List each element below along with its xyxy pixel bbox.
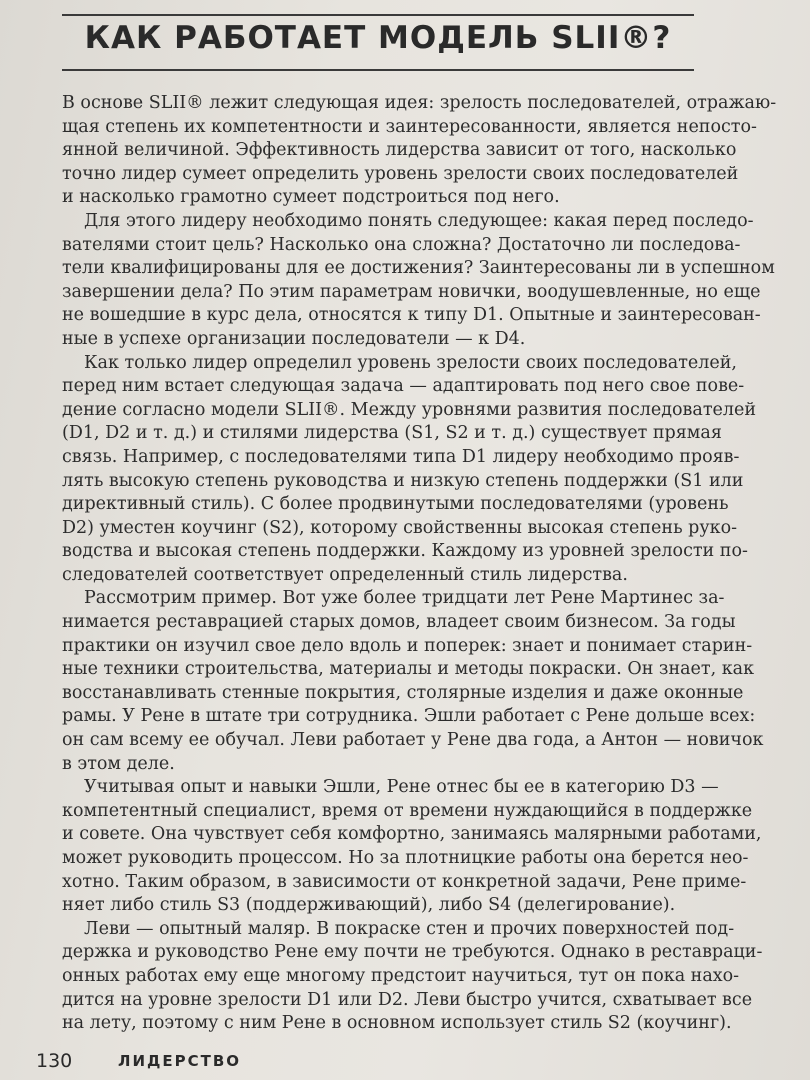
text-line: (D1, D2 и т. д.) и стилями лидерства (S1, S2 и т. д.) существует прямая xyxy=(62,423,722,444)
text-line: восстанавливать стенные покрытия, столярные изделия и даже оконные xyxy=(62,682,744,703)
text-line: нимается реставрацией старых домов, владеет своим бизнесом. За годы xyxy=(62,612,736,633)
text-line: в этом деле. xyxy=(62,753,175,774)
text-line: Рассмотрим пример. Вот уже более тридцати лет Рене Мартинес за- xyxy=(84,588,725,609)
text-line: лять высокую степень руководства и низкую степень поддержки (S1 или xyxy=(62,470,744,491)
text-line: компетентный специалист, время от времени нуждающийся в поддержке xyxy=(62,800,753,821)
text-line: ные в успехе организации последователи — к D4. xyxy=(62,328,526,349)
text-line: и совете. Она чувствует себя комфортно, занимаясь малярными работами, xyxy=(62,824,762,845)
text-line: и насколько грамотно сумеет подстроиться под него. xyxy=(62,187,560,208)
text-line: рамы. У Рене в штате три сотрудника. Эшли работает с Рене дольше всех: xyxy=(62,706,756,727)
text-line: D2) уместен коучинг (S2), которому свойственны высокая степень руко- xyxy=(62,517,738,538)
text-line: дится на уровне зрелости D1 или D2. Леви быстро учится, схватывает все xyxy=(62,989,753,1010)
body-text xyxy=(62,92,777,1036)
text-line: няет либо стиль S3 (поддерживающий), либо S4 (делегирование). xyxy=(62,895,676,916)
text-line: следователей соответствует определенный стиль лидерства. xyxy=(62,564,628,585)
text-line: тели квалифицированы для ее достижения? Заинтересованы ли в успешном xyxy=(62,258,775,279)
running-title: ЛИДЕРСТВО xyxy=(118,1052,242,1070)
text-line: связь. Например, с последователями типа D1 лидеру необходимо прояв- xyxy=(62,446,740,467)
text-line: Учитывая опыт и навыки Эшли, Рене отнес бы ее в категорию D3 — xyxy=(84,777,719,798)
page-number: 130 xyxy=(36,1050,73,1072)
text-line: Как только лидер определил уровень зрелости своих последователей, xyxy=(84,352,737,373)
header-rule-top xyxy=(62,14,694,16)
text-line: на лету, поэтому с ним Рене в основном использует стиль S2 (коучинг). xyxy=(62,1013,732,1034)
text-line: не вошедшие в курс дела, относятся к типу D1. Опытные и заинтересован- xyxy=(62,305,761,326)
text-line: может руководить процессом. Но за плотницкие работы она берется нео- xyxy=(62,848,749,868)
text-line: практики он изучил свое дело вдоль и поперек: знает и понимает старин- xyxy=(62,635,753,656)
text-line: янной величиной. Эффективность лидерства зависит от того, насколько xyxy=(62,140,737,161)
text-line: держка и руководство Рене ему почти не требуются. Однако в реставраци- xyxy=(62,942,763,963)
text-line: щая степень их компетентности и заинтересованности, является непосто- xyxy=(62,116,757,137)
text-line: директивный стиль). С более продвинутыми последователями (уровень xyxy=(62,494,729,515)
text-line: водства и высокая степень поддержки. Каждому из уровней зрелости по- xyxy=(62,541,748,562)
text-line: завершении дела? По этим параметрам новички, воодушевленные, но еще xyxy=(62,281,761,302)
text-line: онных работах ему еще многому предстоит научиться, тут он пока нахо- xyxy=(62,965,740,986)
page-title: КАК РАБОТАЕТ МОДЕЛЬ SLII®? xyxy=(84,20,672,56)
text-line: хотно. Таким образом, в зависимости от конкретной задачи, Рене приме- xyxy=(62,871,747,892)
text-line: он сам всему ее обучал. Леви работает у Рене два года, а Антон — новичок xyxy=(62,730,764,751)
text-line: В основе SLII® лежит следующая идея: зрелость последователей, отражаю- xyxy=(62,93,777,113)
header-rule-bottom xyxy=(62,69,694,71)
text-line: Для этого лидеру необходимо понять следующее: какая перед последо- xyxy=(84,210,754,231)
text-line: вателями стоит цель? Насколько она сложна? Достаточно ли последова- xyxy=(62,234,741,255)
text-line: дение согласно модели SLII®. Между уровнями развития последователей xyxy=(62,399,757,420)
text-line: ные техники строительства, материалы и методы покраски. Он знает, как xyxy=(62,659,755,680)
text-line: точно лидер сумеет определить уровень зрелости своих последователей xyxy=(62,163,739,184)
text-line: Леви — опытный маляр. В покраске стен и прочих поверхностей под- xyxy=(84,918,735,939)
text-line: перед ним встает следующая задача — адаптировать под него свое пове- xyxy=(62,376,745,397)
